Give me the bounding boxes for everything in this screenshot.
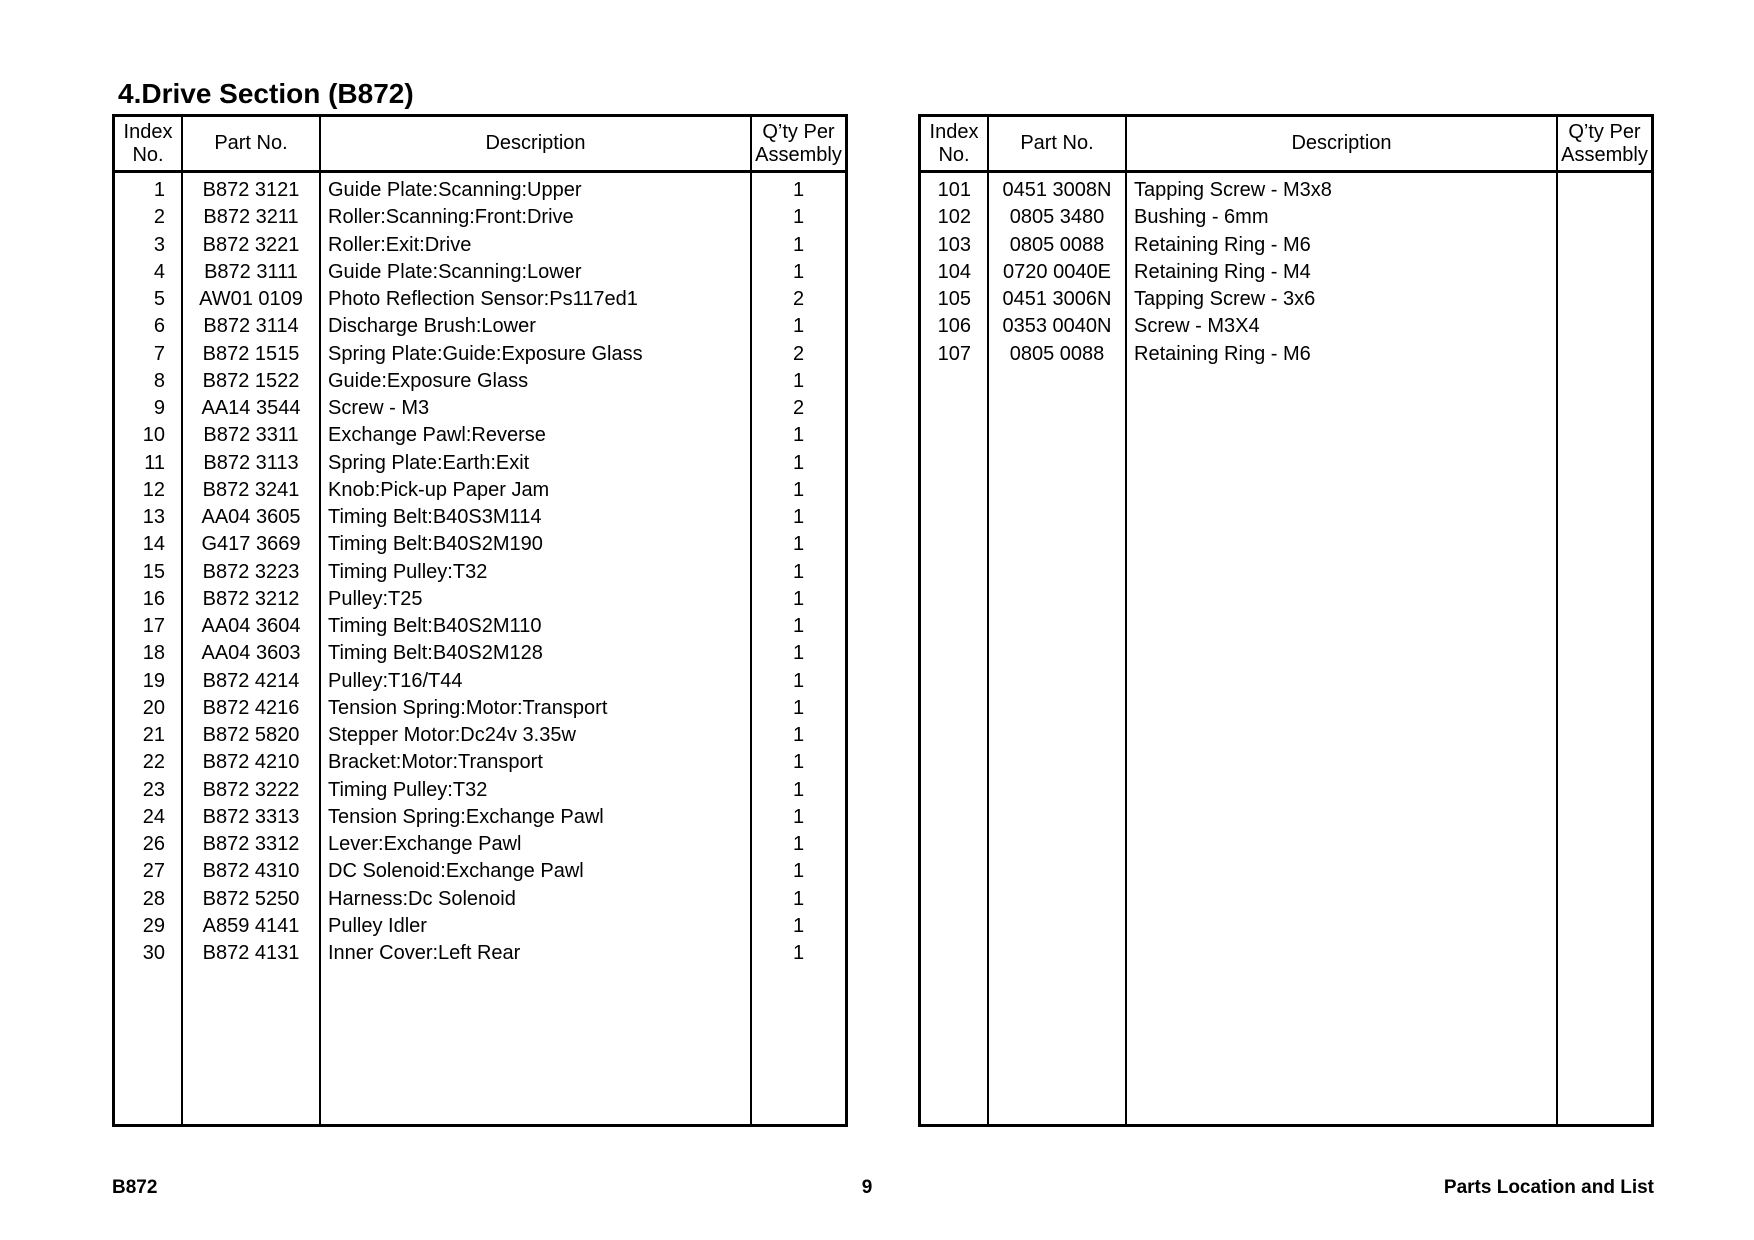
- cell-qty: 1: [792, 887, 805, 910]
- table-row: [115, 368, 845, 395]
- cell-part-no: 0451 3006N: [1002, 288, 1112, 310]
- cell-part-no: AA04 3603: [201, 642, 301, 665]
- cell-part-no: B872 4210: [202, 751, 300, 774]
- cell-part-no: G417 3669: [201, 533, 301, 556]
- cell-qty: 1: [792, 751, 805, 774]
- cell-index: 17: [142, 615, 165, 637]
- cell-description: Exchange Pawl:Reverse: [328, 424, 546, 447]
- cell-part-no: B872 4131: [202, 942, 300, 964]
- cell-part-no: B872 1522: [202, 369, 300, 392]
- cell-part-no: AA04 3604: [201, 615, 301, 637]
- cell-description: Discharge Brush:Lower: [328, 315, 536, 338]
- table-row: [115, 804, 845, 831]
- cell-index: 105: [937, 288, 971, 310]
- cell-description: Guide Plate:Scanning:Lower: [328, 260, 582, 283]
- cell-qty: [1558, 313, 1651, 340]
- cell-description: Spring Plate:Earth:Exit: [328, 451, 530, 474]
- cell-part-no: B872 3211: [203, 206, 299, 229]
- cell-part-no: 0720 0040E: [1003, 260, 1111, 283]
- table-row: [115, 477, 845, 504]
- cell-part-no: A859 4141: [202, 914, 300, 937]
- cell-part-no: 0805 0088: [1009, 233, 1105, 256]
- cell-index: 6: [153, 315, 165, 338]
- cell-part-no: B872 4214: [202, 669, 300, 692]
- cell-qty: 1: [792, 942, 805, 964]
- table-row: [115, 232, 845, 259]
- cell-part-no: B872 3113: [203, 451, 299, 474]
- cell-part-no: B872 1515: [202, 342, 300, 365]
- table-row: [115, 586, 845, 613]
- cell-qty: 1: [792, 778, 805, 801]
- cell-index: 29: [142, 914, 165, 937]
- cell-part-no: AW01 0109: [199, 288, 303, 310]
- cell-part-no: B872 5820: [202, 724, 300, 746]
- cell-part-no: B872 4216: [202, 696, 300, 719]
- table-row: [115, 722, 845, 749]
- cell-part-no: B872 3241: [202, 478, 300, 501]
- footer-section-name: Parts Location and List: [1443, 1177, 1654, 1198]
- cell-description: Timing Belt:B40S2M128: [328, 642, 543, 665]
- cell-description: Retaining Ring - M6: [1134, 342, 1311, 365]
- cell-description: Tension Spring:Motor:Transport: [328, 696, 608, 719]
- cell-index: 15: [142, 560, 165, 583]
- cell-description: Guide:Exposure Glass: [328, 369, 529, 392]
- cell-part-no: B872 3111: [204, 260, 298, 283]
- cell-qty: 1: [792, 369, 805, 392]
- table-row: [921, 232, 1651, 259]
- cell-description: Photo Reflection Sensor:Ps117ed1: [328, 288, 638, 310]
- table-row: [921, 286, 1651, 313]
- cell-part-no: 0353 0040N: [1002, 315, 1112, 338]
- cell-part-no: B872 3313: [202, 805, 300, 828]
- table-row: [115, 259, 845, 286]
- cell-index: 26: [142, 833, 165, 855]
- cell-index: 20: [142, 696, 165, 719]
- cell-part-no: B872 3222: [202, 778, 300, 801]
- cell-part-no: AA14 3544: [201, 397, 301, 419]
- header-divider: [921, 170, 1651, 173]
- table-row: [921, 177, 1651, 204]
- cell-index: 23: [142, 778, 165, 801]
- parts-table-left: [112, 114, 848, 1127]
- table-row: [115, 913, 845, 940]
- table-row: [115, 695, 845, 722]
- cell-index: 1: [153, 179, 165, 201]
- table-row: [115, 749, 845, 776]
- cell-description: Roller:Scanning:Front:Drive: [328, 206, 574, 229]
- table-row: [115, 313, 845, 340]
- cell-qty: 2: [792, 397, 805, 419]
- cell-part-no: B872 3312: [202, 833, 300, 855]
- cell-description: Timing Belt:B40S2M110: [328, 615, 542, 637]
- cell-description: Screw - M3: [328, 397, 430, 419]
- cell-index: 12: [142, 478, 165, 501]
- table-row: [115, 177, 845, 204]
- cell-description: Stepper Motor:Dc24v 3.35w: [328, 724, 576, 746]
- cell-index: 13: [142, 506, 165, 528]
- cell-qty: 1: [792, 669, 805, 692]
- header-part-no: Part No.: [1020, 132, 1094, 154]
- cell-qty: 1: [792, 478, 805, 501]
- cell-index: 104: [937, 260, 971, 283]
- cell-qty: 1: [792, 233, 805, 256]
- table-row: [921, 341, 1651, 368]
- cell-description: Retaining Ring - M4: [1134, 260, 1311, 283]
- cell-description: Knob:Pick-up Paper Jam: [328, 478, 550, 501]
- cell-qty: 1: [792, 833, 805, 855]
- cell-qty: 1: [792, 315, 805, 338]
- cell-part-no: B872 3212: [202, 587, 300, 610]
- footer-model: B872: [112, 1177, 158, 1198]
- cell-index: 16: [142, 587, 165, 610]
- cell-part-no: B872 3121: [202, 179, 300, 201]
- cell-qty: 1: [792, 805, 805, 828]
- table-row: [115, 204, 845, 231]
- cell-qty: 1: [792, 642, 805, 665]
- cell-index: 24: [142, 805, 165, 828]
- cell-index: 28: [142, 887, 165, 910]
- header-qty-label: Q’ty Per Assembly: [1561, 120, 1648, 166]
- header-description: Description: [1291, 132, 1392, 154]
- cell-description: Bushing - 6mm: [1134, 206, 1269, 229]
- cell-description: Timing Pulley:T32: [328, 560, 488, 583]
- cell-qty: 1: [792, 424, 805, 447]
- table-row: [115, 559, 845, 586]
- cell-part-no: B872 5250: [202, 887, 300, 910]
- cell-qty: 1: [792, 451, 805, 474]
- cell-description: Tapping Screw - 3x6: [1134, 288, 1316, 310]
- table-row: [115, 613, 845, 640]
- cell-qty: 1: [792, 615, 805, 637]
- cell-part-no: B872 3221: [202, 233, 300, 256]
- cell-index: 3: [153, 233, 165, 256]
- cell-qty: 1: [792, 179, 805, 201]
- cell-index: 27: [142, 860, 165, 883]
- cell-description: Bracket:Motor:Transport: [328, 751, 543, 774]
- table-row: [115, 640, 845, 667]
- cell-description: Tapping Screw - M3x8: [1134, 179, 1332, 201]
- table-row: [115, 831, 845, 858]
- footer-page-number: 9: [861, 1177, 873, 1198]
- cell-qty: 2: [792, 342, 805, 365]
- table-row: [921, 259, 1651, 286]
- table-row: [115, 450, 845, 477]
- cell-description: Guide Plate:Scanning:Upper: [328, 179, 582, 201]
- cell-index: 30: [142, 942, 165, 964]
- rows-right: [921, 177, 1651, 368]
- cell-index: 18: [142, 642, 165, 665]
- header-qty: [1558, 117, 1651, 170]
- cell-description: Pulley:T25: [328, 587, 423, 610]
- cell-qty: [1558, 259, 1651, 286]
- cell-qty: [1558, 286, 1651, 313]
- table-row: [115, 777, 845, 804]
- cell-part-no: 0805 3480: [1009, 206, 1105, 229]
- header-qty: [752, 117, 845, 170]
- cell-description: Timing Belt:B40S3M114: [328, 506, 542, 528]
- table-row: [115, 531, 845, 558]
- cell-qty: [1558, 204, 1651, 231]
- cell-qty: [1558, 177, 1651, 204]
- cell-index: 107: [937, 342, 971, 365]
- parts-table-right: [918, 114, 1654, 1127]
- cell-description: Harness:Dc Solenoid: [328, 887, 516, 910]
- cell-part-no: AA04 3605: [201, 506, 301, 528]
- cell-part-no: B872 3311: [203, 424, 299, 447]
- rows-left: [115, 177, 845, 967]
- cell-index: 4: [153, 260, 165, 283]
- cell-description: Pulley:T16/T44: [328, 669, 463, 692]
- cell-qty: [1558, 341, 1651, 368]
- cell-description: Timing Belt:B40S2M190: [328, 533, 543, 556]
- cell-description: Retaining Ring - M6: [1134, 233, 1311, 256]
- cell-qty: 1: [792, 914, 805, 937]
- cell-index: 102: [937, 206, 971, 229]
- cell-index: 103: [937, 233, 971, 256]
- cell-qty: 1: [792, 260, 805, 283]
- header-divider: [115, 170, 845, 173]
- cell-part-no: B872 4310: [202, 860, 300, 883]
- cell-index: 9: [153, 397, 165, 419]
- cell-description: Pulley Idler: [328, 914, 427, 937]
- cell-part-no: B872 3114: [203, 315, 299, 338]
- cell-description: Inner Cover:Left Rear: [328, 942, 521, 964]
- header-index-label: Index No.: [123, 120, 173, 166]
- table-row: [115, 858, 845, 885]
- cell-index: 106: [937, 315, 971, 338]
- cell-qty: 1: [792, 587, 805, 610]
- cell-description: Lever:Exchange Pawl: [328, 833, 522, 855]
- header-description: Description: [485, 132, 586, 154]
- page-title: 4.Drive Section (B872): [118, 78, 414, 109]
- cell-qty: 1: [792, 533, 805, 556]
- table-row: [115, 286, 845, 313]
- cell-description: DC Solenoid:Exchange Pawl: [328, 860, 584, 883]
- table-row: [115, 886, 845, 913]
- cell-index: 7: [153, 342, 165, 365]
- cell-qty: 1: [792, 696, 805, 719]
- table-row: [115, 341, 845, 368]
- cell-part-no: B872 3223: [202, 560, 300, 583]
- cell-qty: 1: [792, 860, 805, 883]
- cell-description: Tension Spring:Exchange Pawl: [328, 805, 604, 828]
- cell-index: 2: [153, 206, 165, 229]
- cell-qty: 1: [792, 506, 805, 528]
- table-row: [115, 940, 845, 967]
- cell-index: 101: [937, 179, 971, 201]
- cell-index: 8: [153, 369, 165, 392]
- cell-index: 10: [142, 424, 165, 447]
- table-row: [115, 504, 845, 531]
- cell-part-no: 0451 3008N: [1002, 179, 1112, 201]
- cell-description: Screw - M3X4: [1134, 315, 1260, 338]
- table-row: [115, 395, 845, 422]
- cell-description: Spring Plate:Guide:Exposure Glass: [328, 342, 643, 365]
- cell-qty: 1: [792, 724, 805, 746]
- header-qty-label: Q’ty Per Assembly: [755, 120, 842, 166]
- table-row: [115, 668, 845, 695]
- cell-index: 14: [142, 533, 165, 556]
- cell-description: Roller:Exit:Drive: [328, 233, 472, 256]
- cell-index: 11: [144, 451, 165, 474]
- table-row: [921, 313, 1651, 340]
- header-index-label: Index No.: [929, 120, 979, 166]
- table-row: [921, 204, 1651, 231]
- cell-index: 22: [142, 751, 165, 774]
- cell-qty: 1: [792, 560, 805, 583]
- cell-qty: 1: [792, 206, 805, 229]
- header-part-no: Part No.: [214, 132, 288, 154]
- cell-index: 19: [142, 669, 165, 692]
- cell-index: 5: [153, 288, 165, 310]
- header-index: [115, 117, 181, 170]
- cell-qty: [1558, 232, 1651, 259]
- cell-qty: 2: [792, 288, 805, 310]
- table-row: [115, 422, 845, 449]
- cell-index: 21: [142, 724, 165, 746]
- header-index: [921, 117, 987, 170]
- cell-part-no: 0805 0088: [1009, 342, 1105, 365]
- cell-description: Timing Pulley:T32: [328, 778, 488, 801]
